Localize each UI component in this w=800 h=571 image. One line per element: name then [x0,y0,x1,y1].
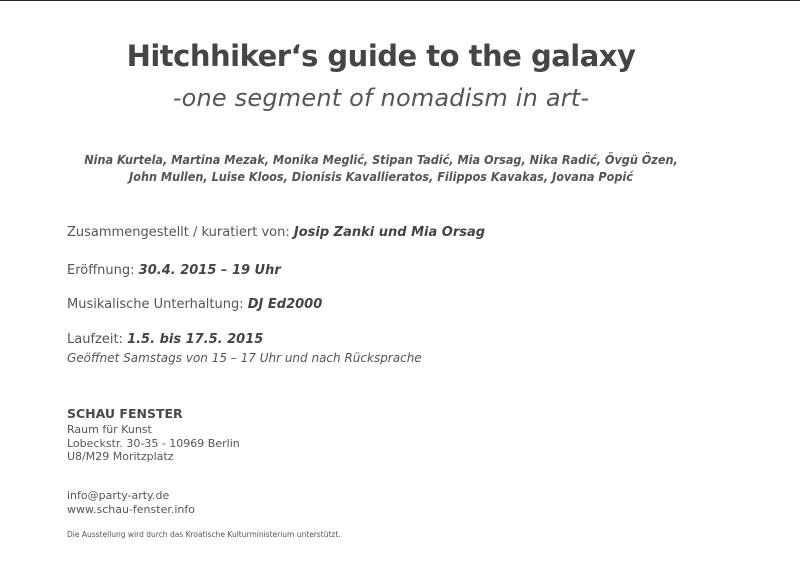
runtime-label: Laufzeit: [67,332,128,347]
curated-value: Josip Zanki und Mia Orsag [293,225,486,240]
music-value: DJ Ed2000 [247,297,323,312]
curated-line [67,225,485,240]
venue-subtitle: Raum für Kunst [67,423,152,436]
venue-street: Lobeckstr. 30-35 - 10969 Berlin [67,436,240,450]
venue-transit: U8/M29 Moritzplatz [67,450,174,463]
artist-list [0,151,762,185]
runtime-value: 1.5. bis 17.5. 2015 [127,332,264,347]
contact-block [67,489,195,516]
opening-label: Eröffnung: [67,263,139,278]
footer-note: Die Ausstellung wird durch das Kroatische Kulturministerium unterstützt. [67,530,341,539]
page-title: Hitchhiker‘s guide to the galaxy [126,39,636,73]
artist-list-line: John Mullen, Luise Kloos, Dionisis Kavallieratos, Filippos Kavakas, Jovana Popić [129,169,633,184]
opening-hours-note: Geöffnet Samstags von 15 – 17 Uhr und nach Rücksprache [67,351,422,365]
page-subtitle: -one segment of nomadism in art- [172,84,590,112]
contact-email: info@party-arty.de [67,489,170,502]
curated-label: Zusammengestellt / kuratiert von: [67,225,294,240]
music-line [67,297,322,312]
artist-list-line: Nina Kurtela, Martina Mezak, Monika Meglić, Stipan Tadić, Mia Orsag, Nika Radić, Övgü Özen, [84,152,678,167]
runtime-line [67,332,263,347]
opening-line [67,263,281,278]
music-label: Musikalische Unterhaltung: [67,297,248,312]
contact-website: www.schau-fenster.info [67,502,195,516]
venue-name: SCHAU FENSTER [67,406,183,421]
opening-value: 30.4. 2015 – 19 Uhr [138,263,281,278]
venue-address [67,423,240,464]
